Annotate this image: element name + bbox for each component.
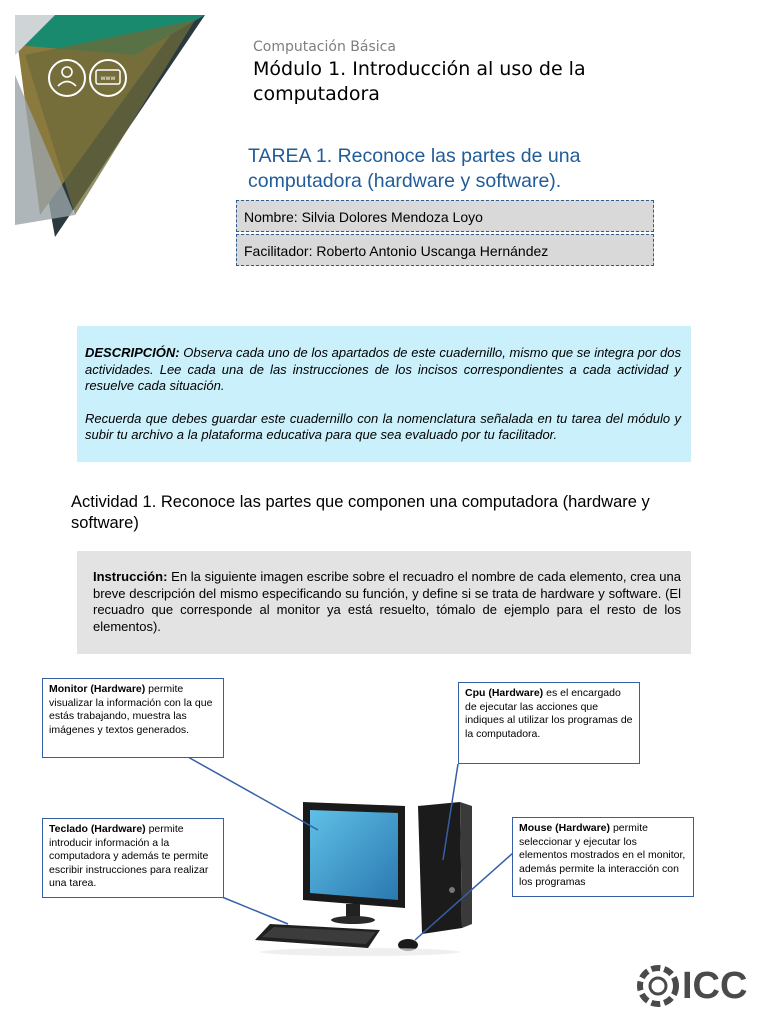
monitor-callout-text: permite visualizar la información con la que estás trabajando, muestra las imágenes y textos generados. (49, 683, 213, 736)
monitor-callout (42, 678, 224, 758)
keyboard-callout-text: permite introducir información a la computadora y además te permite escribir instrucciones para realizar una tarea. (49, 823, 209, 889)
mouse-callout-label: Mouse (Hardware) (519, 822, 611, 834)
mouse-callout (512, 817, 694, 897)
keyboard-callout (42, 818, 224, 898)
svg-text:www: www (100, 75, 116, 82)
icc-logo (636, 964, 756, 1008)
activity-title: Actividad 1. Reconoce las partes que componen una computadora (hardware y software) (71, 493, 650, 532)
keyboard-callout-label: Teclado (Hardware) (49, 823, 146, 835)
cpu-callout-text: es el encargado de ejecutar las acciones que indiques al utilizar los programas de la computadora. (465, 687, 633, 740)
cpu-callout (458, 682, 640, 764)
course-name: Computación Básica (253, 39, 396, 55)
description-label: DESCRIPCIÓN: (85, 345, 180, 360)
description-text: Observa cada uno de los apartados de este cuadernillo, mismo que se integra por dos actividades. Lee cada una de las instrucciones de los incisos correspondientes a cada actividad y resuelve cada situación. (85, 345, 681, 393)
icc-logo-text: ICC (682, 965, 748, 1007)
student-name-field: Nombre: Silvia Dolores Mendoza Loyo (236, 200, 654, 232)
description-reminder: Recuerda que debes guardar este cuadernillo con la nomenclatura señalada en tu tarea del módulo y subir tu archivo a la plataforma educativa para que sea evaluado por tu facilitador. (85, 410, 681, 442)
monitor-callout-label: Monitor (Hardware) (49, 683, 146, 695)
module-title: Módulo 1. Introducción al uso de la computadora (253, 58, 586, 105)
cpu-callout-label: Cpu (Hardware) (465, 687, 544, 699)
instruction-label: Instrucción: (93, 569, 168, 584)
instruction-text: En la siguiente imagen escribe sobre el recuadro el nombre de cada elemento, crea una breve descripción del mismo especificando su función, y define si se trata de hardware y software. (El recuadro que corresponde al monitor ya está resuelto, tómalo de ejemplo para el resto de los elementos). (93, 569, 681, 634)
icc-emblem-icon (636, 964, 680, 1008)
mouse-callout-text: permite seleccionar y ejecutar los elementos mostrados en el monitor, además permite la interacción con los programas (519, 822, 686, 888)
task-title: TAREA 1. Reconoce las partes de una computadora (hardware y software). (248, 145, 581, 192)
facilitator-field: Facilitador: Roberto Antonio Uscanga Hernández (236, 234, 654, 266)
